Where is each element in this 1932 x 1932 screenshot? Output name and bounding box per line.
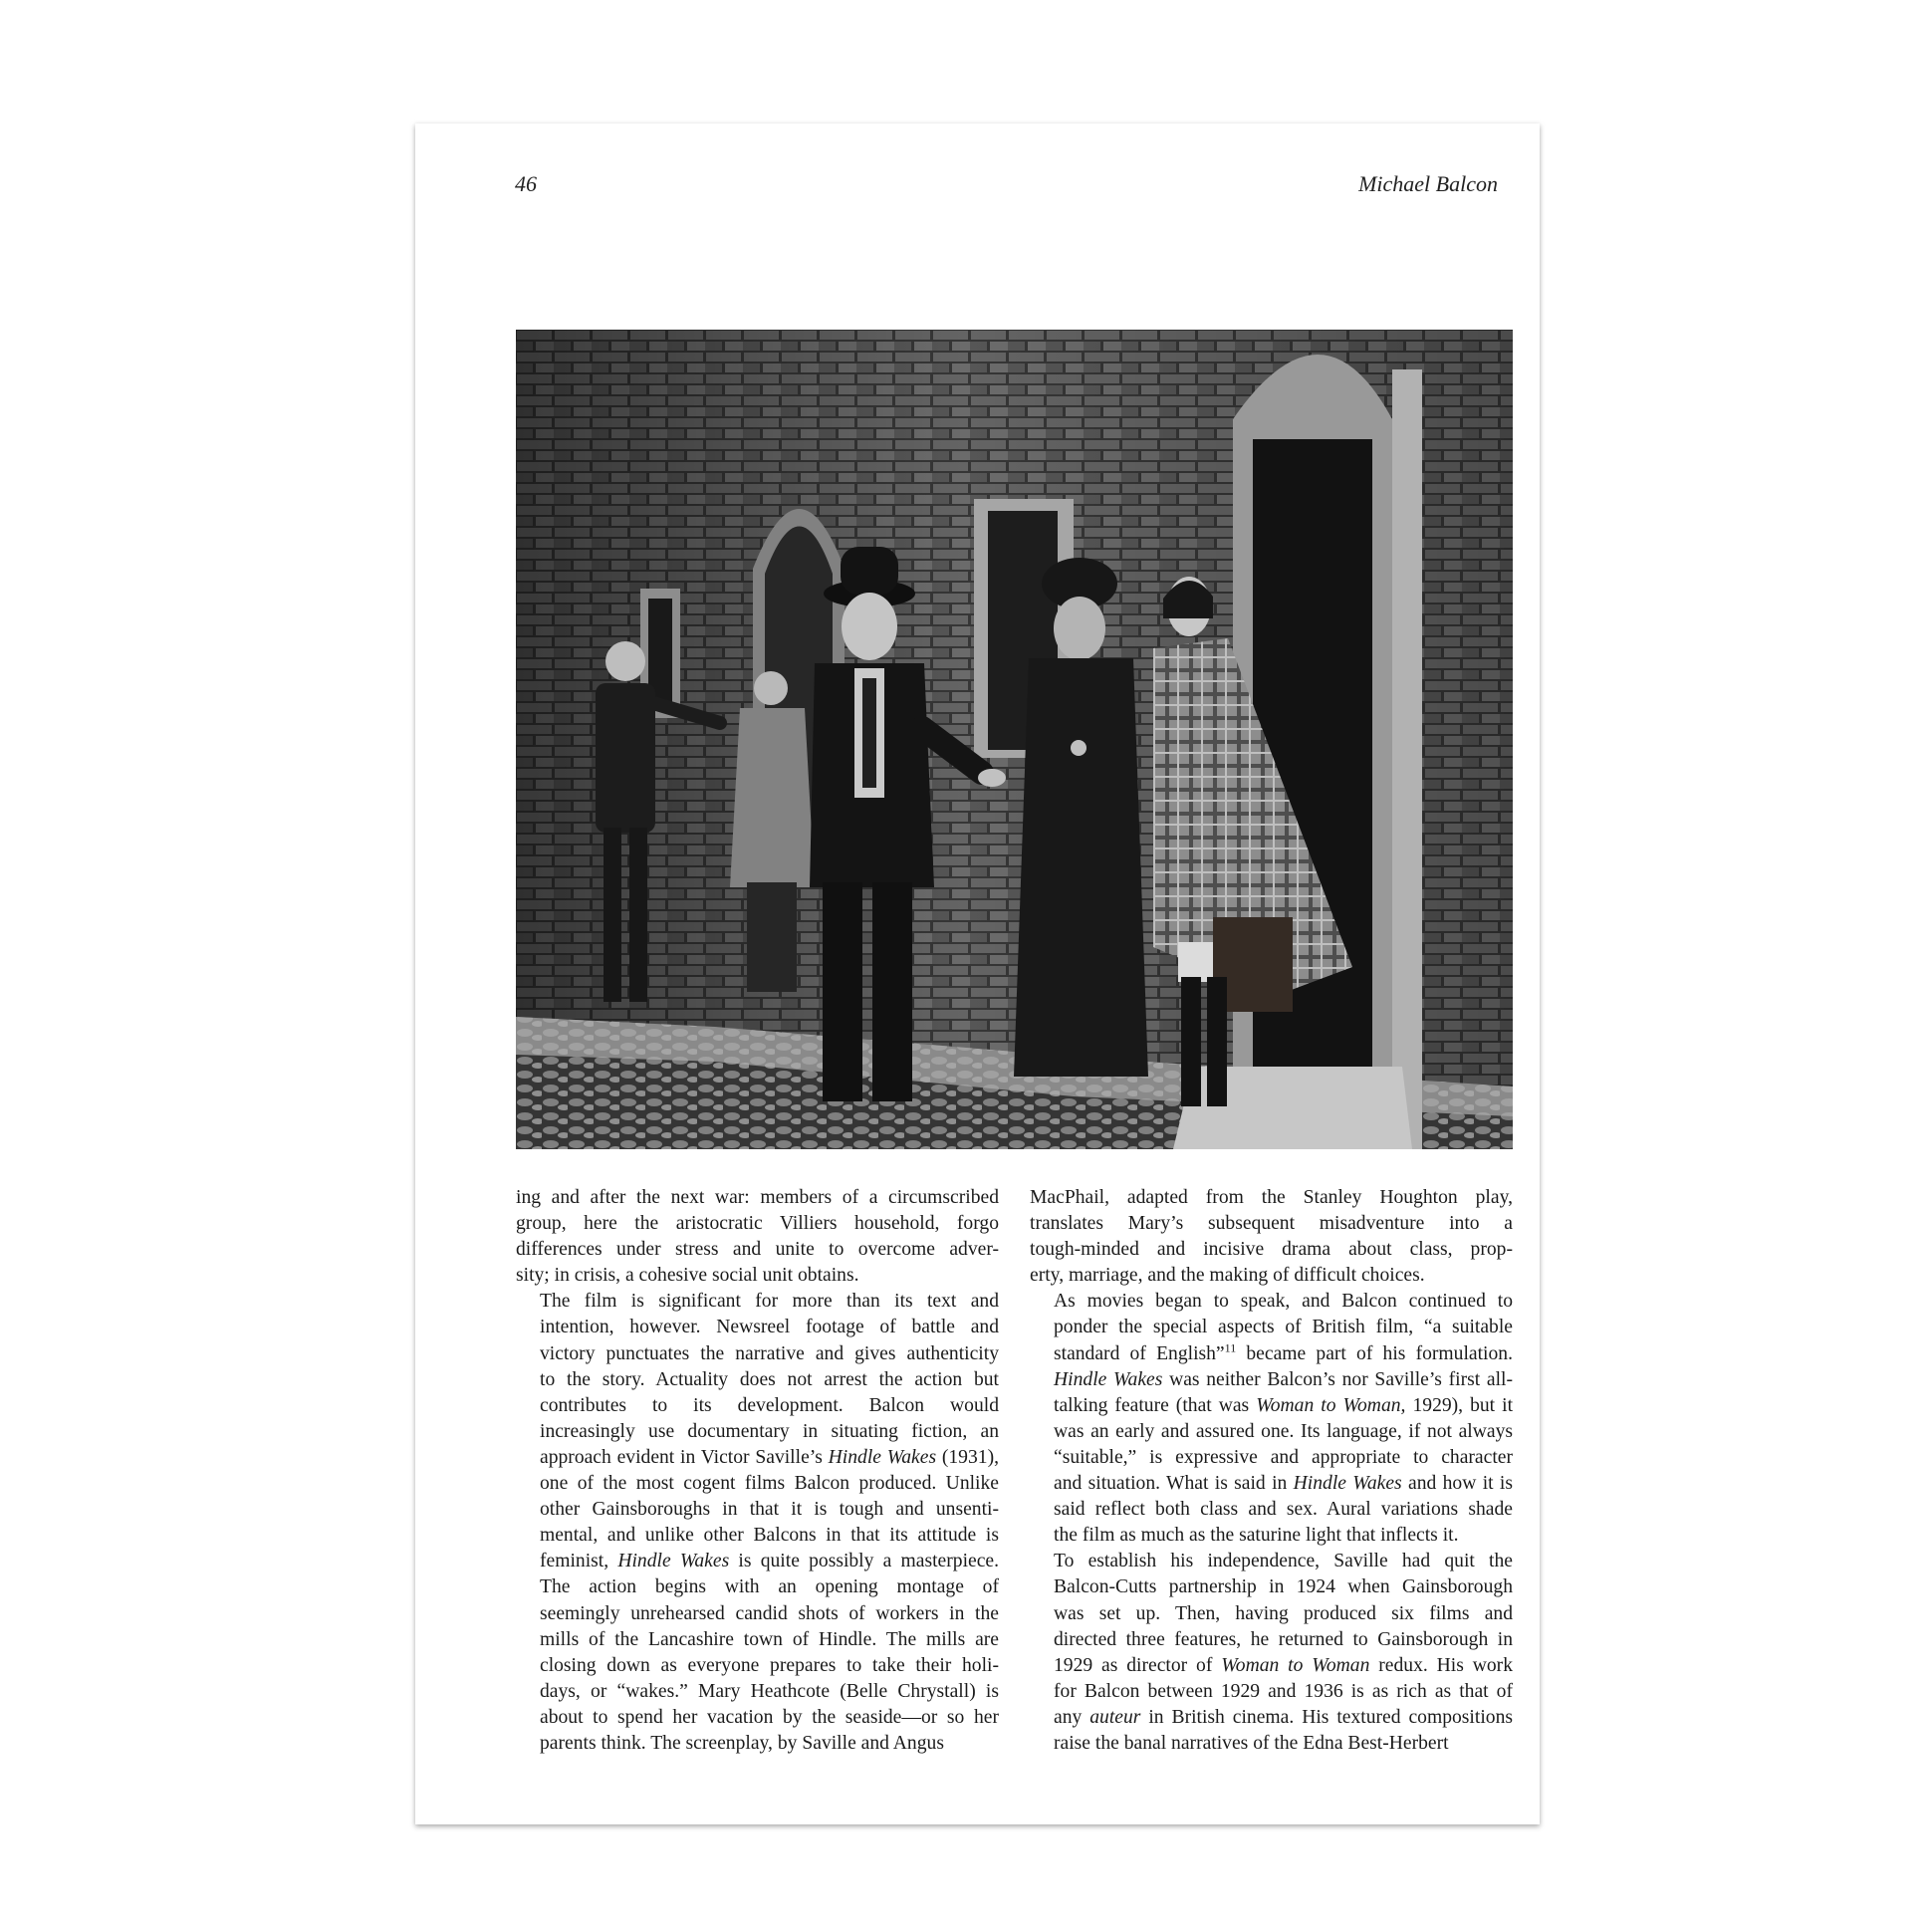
text-line: for Balcon between 1929 and 1936 is as rich as that of <box>1054 1680 1513 1702</box>
text-line: The action begins with an opening montage of <box>540 1576 999 1598</box>
paragraph <box>516 1289 999 1757</box>
text-line: closing down as everyone prepares to take their holi- <box>540 1654 999 1676</box>
text-line: ponder the special aspects of British film, “a suitable <box>1054 1317 1513 1338</box>
text-line: other Gainsboroughs in that it is tough and unsenti- <box>540 1499 999 1521</box>
text-line: standard of English”$^{11}$ became part of his formulation. <box>1054 1340 1513 1364</box>
text-line: directed three features, he returned to Gainsborough in <box>1054 1628 1513 1650</box>
text-line: erty, marriage, and the making of difficult choices. <box>1030 1265 1425 1287</box>
text-line: seemingly unrehearsed candid shots of workers in the <box>540 1602 999 1624</box>
text-line: As movies began to speak, and Balcon continued to <box>1054 1291 1513 1313</box>
text-line: differences under stress and unite to overcome adver- <box>516 1239 999 1261</box>
text-line: and situation. What is said in Hindle Wakes and how it is <box>1054 1473 1513 1495</box>
text-column-right <box>1030 1185 1513 1757</box>
text-line: group, here the aristocratic Villiers household, forgo <box>516 1213 999 1235</box>
film-still-photograph <box>516 330 1513 1149</box>
text-line: approach evident in Victor Saville’s Hindle Wakes (1931), <box>540 1446 999 1468</box>
paragraph <box>1030 1549 1513 1757</box>
text-line: tough-minded and incisive drama about class, prop- <box>1030 1239 1513 1261</box>
book-page <box>415 123 1540 1824</box>
text-line: one of the most cogent films Balcon produced. Unlike <box>540 1473 999 1495</box>
text-line: Balcon-Cutts partnership in 1924 when Gainsborough <box>1054 1576 1513 1598</box>
paragraph <box>1030 1185 1513 1289</box>
text-line: was an early and assured one. Its language, if not always <box>1054 1420 1513 1442</box>
text-line: about to spend her vacation by the seaside—or so her <box>540 1706 999 1728</box>
text-line: Hindle Wakes was neither Balcon’s nor Saville’s first all- <box>1054 1368 1513 1390</box>
text-line: sity; in crisis, a cohesive social unit obtains. <box>516 1265 859 1287</box>
text-line: contributes to its development. Balcon would <box>540 1394 999 1416</box>
text-line: said reflect both class and sex. Aural variations shade <box>1054 1499 1513 1521</box>
text-line: to the story. Actuality does not arrest the action but <box>540 1368 999 1390</box>
text-line: translates Mary’s subsequent misadventure into a <box>1030 1213 1513 1235</box>
text-line: feminist, Hindle Wakes is quite possibly a masterpiece. <box>540 1551 999 1572</box>
text-line: increasingly use documentary in situating fiction, an <box>540 1420 999 1442</box>
text-line: mental, and unlike other Balcons in that its attitude is <box>540 1525 999 1547</box>
text-line: victory punctuates the narrative and gives authenticity <box>540 1342 999 1364</box>
text-line: parents think. The screenplay, by Saville and Angus <box>540 1732 944 1754</box>
text-line: any auteur in British cinema. His textured compositions <box>1054 1706 1513 1728</box>
text-line: raise the banal narratives of the Edna Best-Herbert <box>1054 1732 1449 1754</box>
text-line: mills of the Lancashire town of Hindle. The mills are <box>540 1628 999 1650</box>
page-number: 46 <box>515 171 537 196</box>
paragraph <box>1030 1289 1513 1549</box>
text-column-left <box>516 1185 999 1757</box>
running-title: Michael Balcon <box>1358 171 1498 196</box>
text-line: “suitable,” is expressive and appropriate to character <box>1054 1446 1513 1468</box>
paragraph <box>516 1185 999 1289</box>
text-line: days, or “wakes.” Mary Heathcote (Belle Chrystall) is <box>540 1680 999 1702</box>
text-line: The film is significant for more than its text and <box>540 1291 999 1313</box>
text-line: intention, however. Newsreel footage of battle and <box>540 1317 999 1338</box>
text-line: talking feature (that was Woman to Woman, 1929), but it <box>1054 1394 1514 1416</box>
text-line: the film as much as the saturine light that inflects it. <box>1054 1525 1459 1547</box>
text-line: 1929 as director of Woman to Woman redux. His work <box>1054 1654 1513 1676</box>
text-line: was set up. Then, having produced six films and <box>1054 1602 1513 1624</box>
text-line: ing and after the next war: members of a circumscribed <box>516 1187 999 1208</box>
text-line: To establish his independence, Saville had quit the <box>1054 1551 1513 1572</box>
text-line: MacPhail, adapted from the Stanley Houghton play, <box>1030 1187 1513 1208</box>
